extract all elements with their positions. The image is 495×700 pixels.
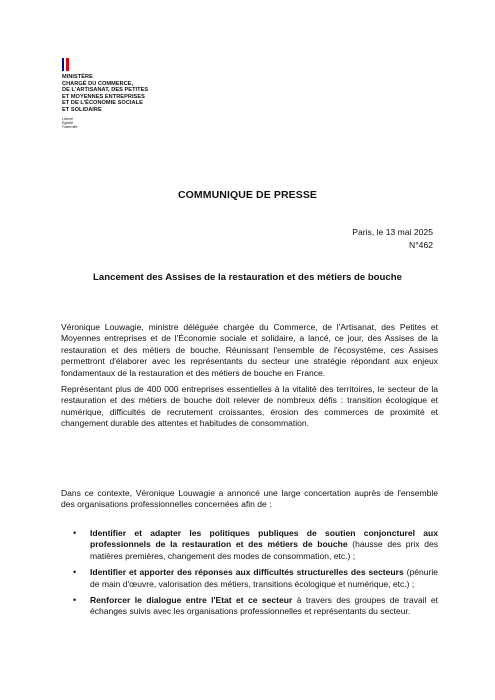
list-item-bold: Renforcer le dialogue entre l'Etat et ce secteur [90,595,293,606]
release-number: N°462 [409,240,433,250]
objectives-list [61,528,438,623]
list-item-text: (hausse des prix des matières premières, changement des modes de consommation, etc.) ; [90,539,438,561]
bullet-icon: • [73,595,77,606]
headline: Lancement des Assises de la restauration et des métiers de bouche [93,272,402,283]
motto-line: Égalité [62,120,73,125]
ministry-line: DE L'ARTISANAT, DES PETITES [62,87,149,94]
list-item-bold: Identifier et apporter des réponses aux difficultés structurelles des secteurs [90,567,404,578]
ministry-line: CHARGÉ DU COMMERCE, [62,80,134,87]
list-item-text: à travers des groupes de travail et échanges suivis avec les organisations professionnelles et représentants du secteur. [90,595,438,617]
ministry-line: MINISTÈRE [62,74,93,80]
ministry-line: ET SOLIDAIRE [62,106,102,113]
list-item [61,567,438,590]
list-item-bold: Identifier et adapter les politiques publiques de soutien conjoncturel aux professionnels de la restauration et des métiers de bouche [90,528,438,550]
date-text: Paris, le 13 mai 2025 [352,227,433,237]
press-release-title: COMMUNIQUE DE PRESSE [177,189,318,201]
ministry-logo [62,58,182,130]
list-item [61,528,438,562]
paragraph-announcement: Dans ce contexte, Véronique Louwagie a annoncé une large concertation auprès de l'ensemble des organisations professionnelles concernées afin de : [61,488,438,510]
bullet-icon: • [73,528,77,538]
dateline [352,226,433,252]
marianne-flag-icon [62,58,69,71]
ministry-line: ET DE L'ÉCONOMIE SOCIALE [62,100,143,107]
motto-line: Liberté [62,116,73,121]
list-item-text: (pénurie de main d'œuvre, valorisation des métiers, transitions écologique et numérique, etc.) ; [90,567,439,589]
ministry-line: ET MOYENNES ENTREPRISES [62,93,145,100]
bullet-icon: • [73,567,77,578]
motto-line: Fraternité [62,125,78,130]
list-item [61,595,438,618]
republic-motto [62,117,182,130]
paragraph-context: Représentant plus de 400 000 entreprises essentielles à la vitalité des territoires, le secteur de la restauration et des métiers de bouche doit relever de nombreux défis : transition écologique et numérique, difficultés de recrutement croissantes, érosion des commerces de proximité et changement durable des attentes et habitudes de consommation. [61,384,438,429]
paragraph-intro: Véronique Louwagie, ministre déléguée chargée du Commerce, de l'Artisanat, des Petites et Moyennes entreprises et de l'Économie sociale et solidaire, a lancé, ce jour, des Assises de la restauration et des métiers de bouche. Réunissant l'ensemble de l'écosystème, ces Assises permettront d'élaborer avec les représentants du secteur une stratégie répondant aux enjeux fondamentaux de la restauration et des métiers de bouche en France. [61,322,438,378]
ministry-name [62,74,182,114]
